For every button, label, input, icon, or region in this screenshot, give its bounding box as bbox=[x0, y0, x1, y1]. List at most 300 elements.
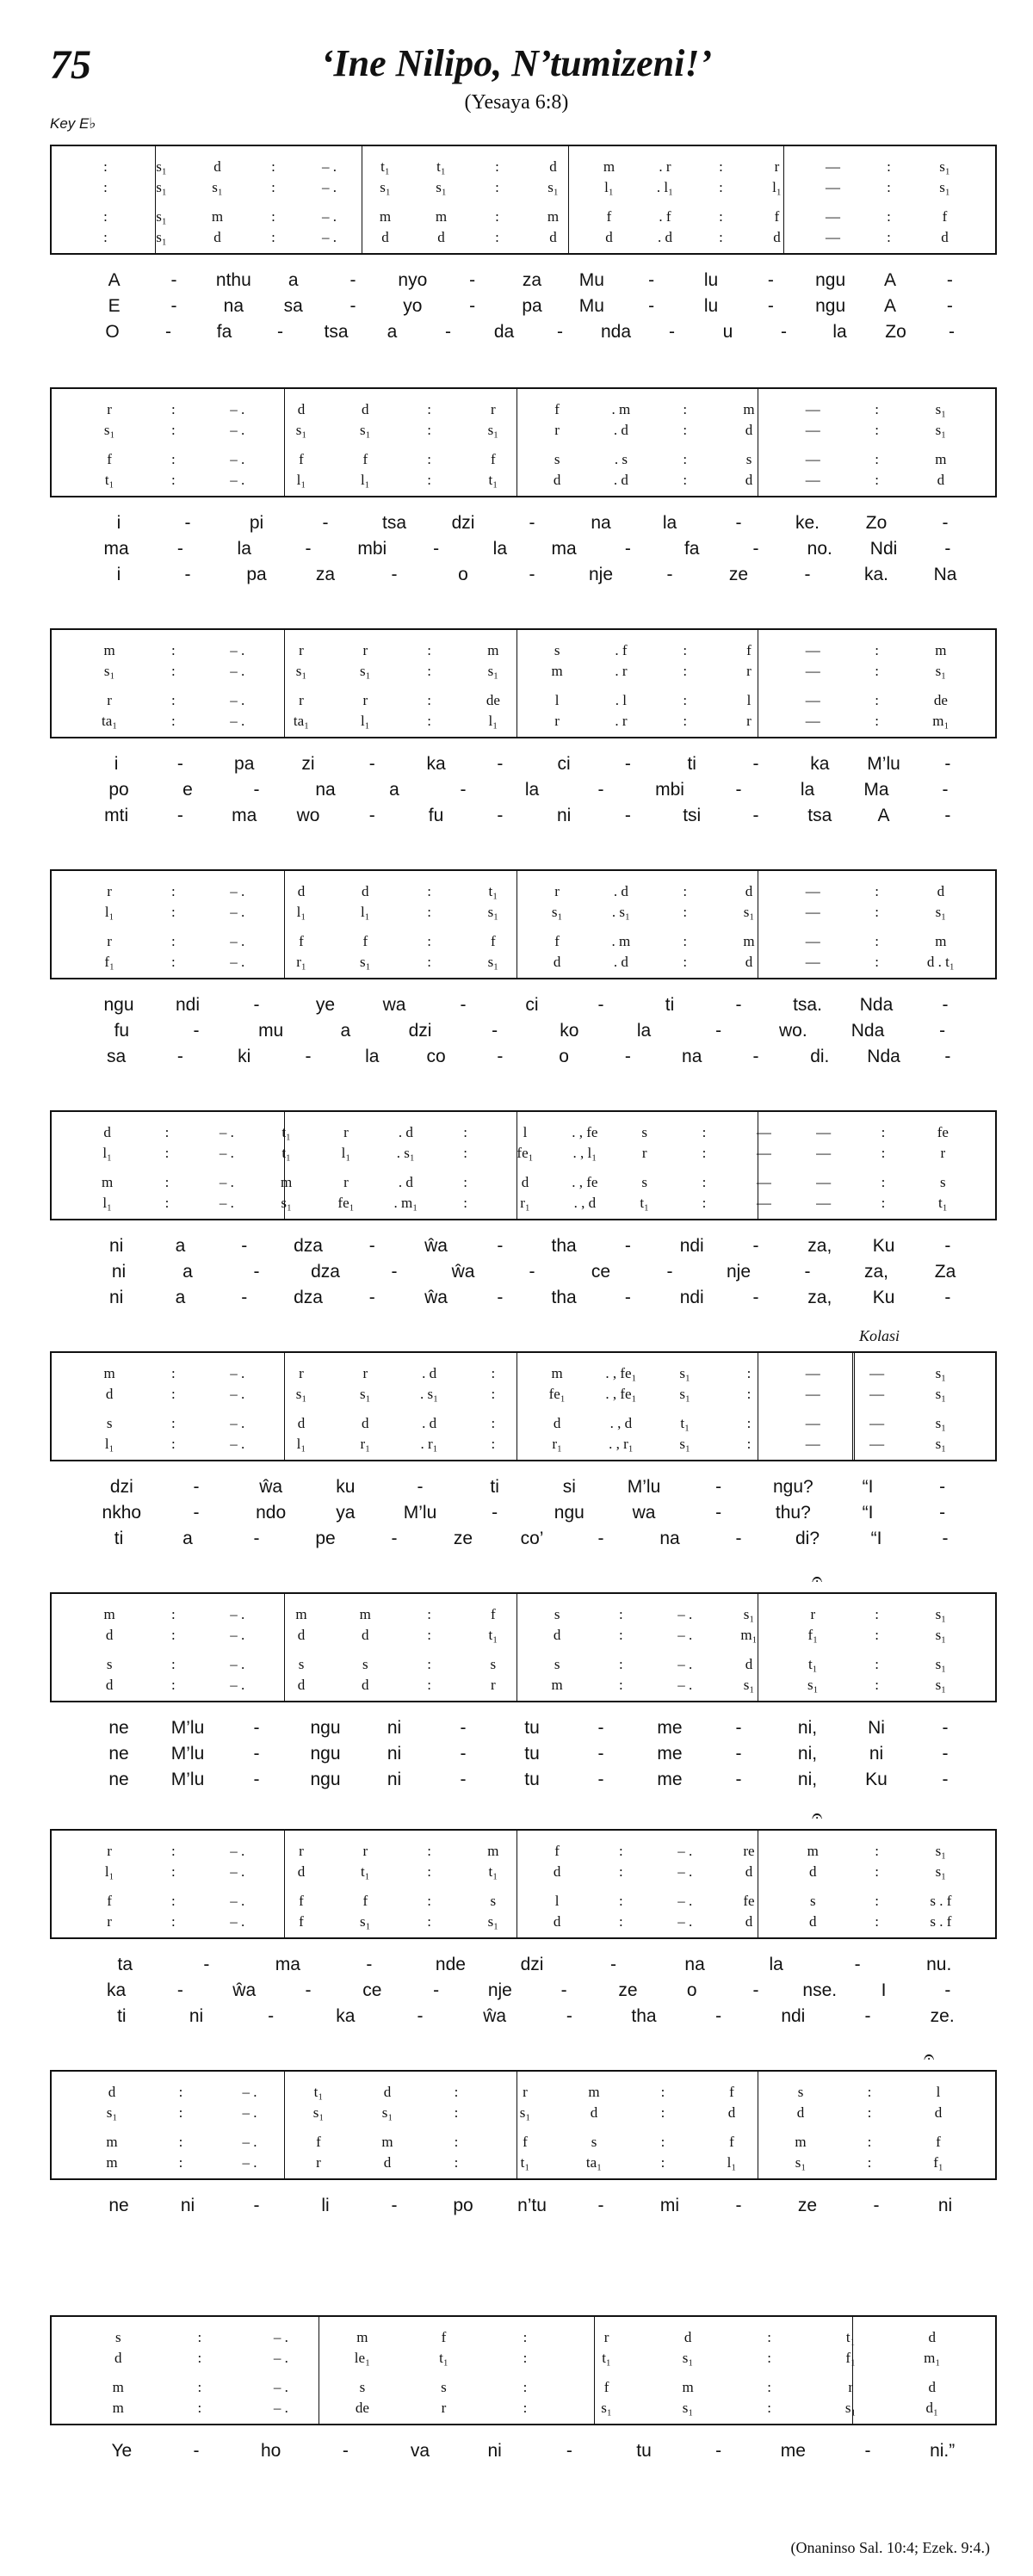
solfa-token: : bbox=[171, 401, 176, 417]
lyric-syllable: ni bbox=[937, 2196, 953, 2215]
solfa-token: r bbox=[107, 933, 112, 949]
solfa-token: r bbox=[107, 401, 112, 417]
solfa-token: : bbox=[463, 1124, 468, 1140]
solfa-token: : bbox=[875, 883, 879, 899]
solfa-token: d bbox=[745, 472, 753, 488]
solfa-token: d bbox=[105, 1677, 114, 1693]
solfa-token: : bbox=[523, 2379, 528, 2395]
solfa-token: s bbox=[490, 1656, 497, 1672]
lyric-syllable: - bbox=[391, 2196, 398, 2215]
solfa-token: m bbox=[211, 208, 224, 225]
lyric-syllable: ndi bbox=[679, 1288, 704, 1307]
lyric-syllable: - bbox=[624, 1047, 631, 1066]
solfa-token: s₁ bbox=[935, 1677, 947, 1693]
lyric-syllable: tsa bbox=[381, 513, 407, 533]
fermata-icon: 𝄐 bbox=[812, 1805, 823, 1826]
lyric-line-3 bbox=[50, 322, 997, 348]
lyric-syllable: o bbox=[458, 565, 468, 584]
lyric-syllable: a bbox=[182, 1262, 193, 1282]
solfa-token: l₁ bbox=[104, 904, 114, 920]
solfa-token: s₁ bbox=[106, 2104, 118, 2121]
solfa-token: l₁ bbox=[102, 1195, 112, 1211]
lyric-syllable: si bbox=[562, 1477, 576, 1497]
solfa-token: f bbox=[554, 1843, 560, 1859]
lyric-syllable: - bbox=[176, 806, 183, 825]
solfa-token: de bbox=[933, 692, 948, 708]
lyric-syllable: lu bbox=[703, 270, 719, 290]
solfa-token: : bbox=[427, 713, 431, 729]
lyric-syllable: - bbox=[864, 2441, 871, 2461]
solfa-token: : bbox=[619, 1863, 623, 1880]
lyric-syllable: - bbox=[752, 806, 759, 825]
solfa-token: : bbox=[171, 1386, 176, 1402]
lyric-syllable: la bbox=[636, 1021, 652, 1041]
solfa-token: f bbox=[491, 451, 496, 467]
voice-row-1 bbox=[52, 1843, 995, 1860]
solfa-token: : bbox=[887, 208, 891, 225]
solfa-token: d bbox=[745, 954, 753, 970]
solfa-token: l bbox=[936, 2084, 941, 2100]
voice-row-1 bbox=[52, 642, 995, 659]
lyric-syllable: - bbox=[735, 1718, 742, 1738]
lyric-syllable: o bbox=[559, 1047, 569, 1066]
solfa-token: . m bbox=[611, 401, 631, 417]
solfa-token: f bbox=[107, 1893, 112, 1909]
solfa-token: – . bbox=[230, 1913, 245, 1930]
solfa-token: . f bbox=[615, 642, 628, 658]
key-signature: Key E♭ bbox=[50, 115, 96, 132]
solfa-token: d bbox=[383, 2084, 392, 2100]
solfa-token: d bbox=[590, 2104, 598, 2121]
lyric-syllable: Zo bbox=[885, 322, 906, 342]
lyric-syllable: nu. bbox=[926, 1955, 952, 1974]
solfa-token: : bbox=[683, 713, 688, 729]
solfa-token: : bbox=[746, 1415, 752, 1431]
solfa-token: — bbox=[805, 1365, 820, 1381]
lyric-syllable: ndo bbox=[256, 1503, 287, 1523]
lyric-syllable: ze bbox=[453, 1529, 473, 1548]
lyric-syllable: - bbox=[305, 1980, 312, 2000]
lyrics-block bbox=[50, 270, 997, 356]
solfa-token: : bbox=[875, 422, 879, 438]
lyric-syllable: Mu bbox=[578, 270, 604, 290]
lyric-syllable: a bbox=[288, 270, 299, 290]
solfa-token: r bbox=[299, 1365, 304, 1381]
lyric-syllable: - bbox=[942, 1529, 949, 1548]
solfa-token: s₁ bbox=[935, 1436, 947, 1452]
solfa-token: : bbox=[875, 642, 879, 658]
lyric-syllable: mti bbox=[104, 806, 129, 825]
solfa-token: – . bbox=[322, 208, 337, 225]
solfa-token: d bbox=[362, 1415, 369, 1431]
lyric-syllable: ni bbox=[387, 1718, 402, 1738]
lyric-syllable: - bbox=[391, 1529, 398, 1548]
solfa-token: l₁ bbox=[360, 472, 370, 488]
solfa-token: : bbox=[171, 883, 176, 899]
solfa-token: d bbox=[745, 1863, 753, 1880]
lyric-syllable: ne bbox=[108, 1718, 129, 1738]
solfa-token: d bbox=[809, 1863, 817, 1880]
solfa-token: r bbox=[362, 692, 368, 708]
lyric-line-1 bbox=[50, 1236, 997, 1262]
voice-row-2 bbox=[52, 663, 995, 680]
lyric-syllable: ni bbox=[556, 806, 572, 825]
lyric-syllable: - bbox=[946, 270, 953, 290]
solfa-token: fe₁ bbox=[337, 1195, 355, 1211]
lyric-syllable: ndi bbox=[781, 2006, 806, 2026]
lyric-syllable: - bbox=[193, 2441, 200, 2461]
lyric-syllable: mu bbox=[258, 1021, 284, 1041]
lyric-syllable: A bbox=[877, 806, 890, 825]
solfa-token: m₁ bbox=[932, 713, 949, 729]
lyric-syllable: la bbox=[832, 322, 847, 342]
solfa-token: f₁ bbox=[933, 2154, 943, 2171]
solfa-token: s₁ bbox=[935, 422, 947, 438]
lyric-syllable: dzi bbox=[520, 1955, 544, 1974]
lyric-syllable: ki bbox=[238, 1047, 251, 1066]
lyric-syllable: - bbox=[433, 1980, 440, 2000]
lyric-syllable: la bbox=[492, 539, 508, 559]
lyric-syllable: - bbox=[752, 539, 759, 559]
solfa-staff bbox=[50, 145, 997, 255]
solfa-token: : bbox=[875, 692, 879, 708]
lyric-syllable: Ku bbox=[872, 1288, 895, 1307]
lyric-syllable: tsa bbox=[324, 322, 349, 342]
solfa-token: d bbox=[937, 883, 945, 899]
solfa-token: t₁ bbox=[281, 1124, 291, 1140]
solfa-token: s bbox=[554, 1606, 560, 1622]
solfa-token: : bbox=[767, 2400, 771, 2416]
solfa-token: : bbox=[683, 422, 688, 438]
solfa-token: r bbox=[491, 1677, 496, 1693]
solfa-token: m bbox=[588, 2084, 600, 2100]
solfa-token: s bbox=[809, 1893, 816, 1909]
lyric-syllable: - bbox=[277, 322, 283, 342]
solfa-token: d bbox=[937, 472, 945, 488]
lyric-line-3 bbox=[50, 565, 997, 590]
lyric-syllable: ni bbox=[108, 1288, 124, 1307]
solfa-token: — bbox=[826, 179, 840, 195]
lyric-syllable: - bbox=[666, 1262, 673, 1282]
solfa-token: s bbox=[441, 2379, 447, 2395]
solfa-token: – . bbox=[219, 1124, 234, 1140]
lyric-syllable: - bbox=[184, 565, 191, 584]
solfa-token: – . bbox=[677, 1913, 693, 1930]
lyric-syllable: - bbox=[942, 780, 949, 800]
solfa-token: l₁ bbox=[296, 904, 306, 920]
lyric-syllable: - bbox=[417, 1477, 424, 1497]
voice-row-1 bbox=[52, 1365, 995, 1382]
solfa-token: — bbox=[805, 933, 820, 949]
lyric-line-3 bbox=[50, 1047, 997, 1072]
lyric-syllable: ke. bbox=[795, 513, 820, 533]
solfa-token: s₁ bbox=[360, 422, 371, 438]
lyric-line-3 bbox=[50, 2006, 997, 2032]
solfa-token: t₁ bbox=[488, 1627, 498, 1643]
lyric-syllable: ka bbox=[426, 754, 446, 774]
lyric-syllable: - bbox=[460, 995, 467, 1015]
solfa-token: : bbox=[702, 1124, 707, 1140]
lyric-syllable: Ni bbox=[868, 1718, 885, 1738]
solfa-token: t₁ bbox=[602, 2350, 611, 2366]
solfa-token: f bbox=[362, 1893, 368, 1909]
lyric-syllable: - bbox=[735, 995, 742, 1015]
lyric-syllable: ŵa bbox=[451, 1262, 475, 1282]
lyric-syllable: - bbox=[253, 1770, 260, 1789]
solfa-token: — bbox=[869, 1365, 885, 1381]
lyric-syllable: - bbox=[253, 1262, 260, 1282]
lyric-syllable: - bbox=[666, 565, 673, 584]
solfa-token: – . bbox=[230, 1843, 245, 1859]
solfa-token: d bbox=[928, 2329, 936, 2345]
solfa-token: : bbox=[495, 179, 499, 195]
lyric-syllable: - bbox=[944, 539, 951, 559]
solfa-token: r₁ bbox=[360, 1436, 371, 1452]
solfa-token: f₁ bbox=[845, 2350, 856, 2366]
lyric-syllable: ma bbox=[275, 1955, 300, 1974]
lyric-syllable: - bbox=[946, 296, 953, 316]
lyric-syllable: nde bbox=[435, 1955, 466, 1974]
solfa-token: d bbox=[549, 158, 557, 175]
solfa-token: f bbox=[554, 401, 560, 417]
solfa-token: d bbox=[108, 2084, 116, 2100]
system-6 bbox=[50, 1327, 997, 1563]
solfa-token: t₁ bbox=[436, 158, 446, 175]
voice-row-4 bbox=[52, 1913, 995, 1930]
solfa-token: : bbox=[523, 2329, 528, 2345]
lyric-syllable: - bbox=[597, 1744, 604, 1764]
solfa-staff bbox=[50, 2070, 997, 2180]
lyric-syllable: - bbox=[460, 1770, 467, 1789]
lyric-syllable: me bbox=[780, 2441, 806, 2461]
voice-row-1 bbox=[52, 2084, 995, 2101]
lyric-syllable: tsa. bbox=[793, 995, 822, 1015]
solfa-token: s₁ bbox=[487, 904, 499, 920]
lyric-syllable: - bbox=[368, 1288, 375, 1307]
solfa-token: f₁ bbox=[104, 954, 114, 970]
solfa-token: t₁ bbox=[488, 1863, 498, 1880]
solfa-token: r bbox=[441, 2400, 447, 2416]
solfa-token: . f bbox=[659, 208, 671, 225]
lyric-syllable: - bbox=[942, 1718, 949, 1738]
lyric-syllable: E bbox=[108, 296, 121, 316]
lyric-syllable: ne bbox=[108, 2196, 129, 2215]
solfa-token: – . bbox=[322, 158, 337, 175]
lyrics-block bbox=[50, 995, 997, 1081]
lyric-syllable: - bbox=[193, 1021, 200, 1041]
lyric-syllable: za bbox=[315, 565, 336, 584]
solfa-token: m bbox=[112, 2400, 124, 2416]
solfa-token: t₁ bbox=[807, 1656, 818, 1672]
lyric-syllable: ndi bbox=[679, 1236, 704, 1256]
solfa-token: – . bbox=[230, 713, 245, 729]
lyric-syllable: - bbox=[735, 1770, 742, 1789]
lyric-syllable: - bbox=[305, 1047, 312, 1066]
lyric-syllable: ti bbox=[490, 1477, 499, 1497]
solfa-token: . , d bbox=[573, 1195, 597, 1211]
solfa-token: : bbox=[103, 158, 108, 175]
lyric-syllable: Mu bbox=[578, 296, 604, 316]
solfa-token: : bbox=[427, 1606, 431, 1622]
solfa-token: m bbox=[102, 1174, 114, 1190]
solfa-token: s₁ bbox=[935, 904, 947, 920]
solfa-token: s₁ bbox=[487, 954, 499, 970]
lyric-syllable: li bbox=[321, 2196, 330, 2215]
lyrics-block bbox=[50, 2196, 997, 2230]
solfa-token: s₁ bbox=[935, 1386, 947, 1402]
solfa-staff bbox=[50, 1592, 997, 1702]
solfa-token: r bbox=[491, 401, 496, 417]
solfa-token: f bbox=[107, 451, 112, 467]
solfa-token: : bbox=[875, 663, 879, 679]
lyric-syllable: - bbox=[368, 754, 375, 774]
solfa-token: f bbox=[299, 451, 304, 467]
solfa-token: l₁ bbox=[296, 472, 306, 488]
lyric-syllable: Ye bbox=[111, 2441, 133, 2461]
solfa-token: : bbox=[875, 954, 879, 970]
solfa-token: : bbox=[427, 1656, 431, 1672]
lyric-syllable: ŵa bbox=[232, 1980, 257, 2000]
solfa-token: – . bbox=[677, 1893, 693, 1909]
solfa-token: : bbox=[427, 472, 431, 488]
solfa-token: — bbox=[805, 1386, 820, 1402]
lyric-syllable: ngu bbox=[815, 270, 846, 290]
solfa-token: d bbox=[553, 1913, 561, 1930]
lyric-syllable: di. bbox=[810, 1047, 830, 1066]
solfa-token: m bbox=[112, 2379, 124, 2395]
solfa-token: r bbox=[848, 2379, 854, 2395]
solfa-token: d bbox=[105, 1627, 114, 1643]
voice-row-2 bbox=[52, 179, 995, 196]
lyric-syllable: - bbox=[597, 1770, 604, 1789]
lyric-syllable: la bbox=[237, 539, 251, 559]
voice-row-1 bbox=[52, 1606, 995, 1623]
system-2 bbox=[50, 387, 997, 599]
solfa-token: d bbox=[383, 2154, 392, 2171]
lyric-syllable: co bbox=[426, 1047, 446, 1066]
solfa-token: – . bbox=[230, 451, 245, 467]
solfa-token: l₁ bbox=[104, 1863, 114, 1880]
solfa-token: d bbox=[297, 1863, 306, 1880]
solfa-token: – . bbox=[273, 2400, 288, 2416]
solfa-token: m bbox=[807, 1843, 819, 1859]
solfa-token: : bbox=[171, 422, 176, 438]
lyric-syllable: - bbox=[492, 1021, 498, 1041]
lyric-syllable: - bbox=[715, 2006, 722, 2026]
lyric-syllable: ngu bbox=[310, 1718, 341, 1738]
lyric-syllable: la bbox=[769, 1955, 783, 1974]
lyric-syllable: me bbox=[657, 1718, 683, 1738]
solfa-token: s₁ bbox=[360, 954, 371, 970]
lyric-syllable: O bbox=[105, 322, 120, 342]
lyric-syllable: po bbox=[108, 780, 129, 800]
solfa-token: . r₁ bbox=[420, 1436, 438, 1452]
lyric-syllable: - bbox=[193, 1503, 200, 1523]
solfa-token: : bbox=[875, 401, 879, 417]
lyric-syllable: - bbox=[752, 1047, 759, 1066]
lyric-syllable: ho bbox=[260, 2441, 281, 2461]
voice-row-3 bbox=[52, 1174, 995, 1191]
lyric-syllable: dzi bbox=[109, 1477, 133, 1497]
solfa-token: m bbox=[935, 451, 947, 467]
lyric-syllable: zi bbox=[301, 754, 315, 774]
solfa-token: — bbox=[816, 1174, 832, 1190]
solfa-token: : bbox=[171, 1606, 176, 1622]
solfa-token: s bbox=[362, 1656, 368, 1672]
lyric-syllable: - bbox=[944, 806, 951, 825]
footer-reference: (Onaninso Sal. 10:4; Ezek. 9:4.) bbox=[790, 2539, 990, 2556]
solfa-token: d bbox=[297, 1677, 306, 1693]
lyric-syllable: Za bbox=[934, 1262, 956, 1282]
lyric-syllable: ti bbox=[117, 2006, 127, 2026]
solfa-token: : bbox=[454, 2134, 459, 2150]
solfa-token: : bbox=[427, 954, 431, 970]
solfa-token: m bbox=[103, 642, 115, 658]
solfa-token: r₁ bbox=[296, 954, 306, 970]
lyric-line-2 bbox=[50, 296, 997, 322]
lyric-syllable: i bbox=[114, 754, 119, 774]
lyric-line-3 bbox=[50, 1529, 997, 1554]
solfa-token: m bbox=[295, 1606, 307, 1622]
solfa-token: : bbox=[171, 1913, 176, 1930]
solfa-token: d bbox=[437, 229, 445, 245]
solfa-token: s₁ bbox=[156, 158, 167, 175]
lyric-syllable: M’lu bbox=[170, 1744, 205, 1764]
solfa-token: : bbox=[427, 692, 431, 708]
lyric-syllable: - bbox=[669, 322, 675, 342]
solfa-token: d bbox=[809, 1913, 817, 1930]
lyric-syllable: - bbox=[460, 780, 467, 800]
voice-row-4 bbox=[52, 1195, 995, 1212]
solfa-token: s₁ bbox=[935, 401, 947, 417]
lyric-syllable: ya bbox=[336, 1503, 356, 1523]
lyric-syllable: ze bbox=[728, 565, 749, 584]
solfa-token: s₁ bbox=[935, 1627, 947, 1643]
solfa-token: : bbox=[683, 451, 688, 467]
lyric-line-3 bbox=[50, 806, 997, 831]
lyric-syllable: - bbox=[752, 1980, 759, 2000]
solfa-token: : bbox=[171, 904, 176, 920]
solfa-token: l bbox=[746, 692, 752, 708]
lyric-line-1 bbox=[50, 513, 997, 539]
lyric-syllable: “I bbox=[870, 1529, 882, 1548]
lyric-syllable: na bbox=[684, 1955, 705, 1974]
lyric-syllable: - bbox=[939, 1503, 946, 1523]
solfa-token: m bbox=[381, 2134, 393, 2150]
solfa-token: : bbox=[103, 179, 108, 195]
lyric-syllable: - bbox=[597, 2196, 604, 2215]
lyric-syllable: ze bbox=[797, 2196, 818, 2215]
system-5 bbox=[50, 1110, 997, 1322]
lyric-syllable: - bbox=[944, 1236, 951, 1256]
solfa-token: : bbox=[867, 2134, 872, 2150]
solfa-token: : bbox=[875, 1677, 879, 1693]
lyric-syllable: ngu bbox=[103, 995, 134, 1015]
solfa-token: : bbox=[881, 1174, 886, 1190]
lyric-syllable: ŵa bbox=[483, 2006, 507, 2026]
solfa-token: m₁ bbox=[924, 2350, 941, 2366]
lyric-syllable: - bbox=[942, 513, 949, 533]
solfa-token: m bbox=[795, 2134, 807, 2150]
lyric-syllable: ni, bbox=[797, 1770, 818, 1789]
solfa-token: – . bbox=[230, 904, 245, 920]
lyric-line-3 bbox=[50, 1288, 997, 1313]
solfa-token: s₁ bbox=[935, 663, 947, 679]
lyric-syllable: ni, bbox=[797, 1744, 818, 1764]
voice-row-3 bbox=[52, 1893, 995, 1910]
lyric-line-1 bbox=[50, 2196, 997, 2221]
solfa-token: l₁ bbox=[341, 1145, 351, 1161]
